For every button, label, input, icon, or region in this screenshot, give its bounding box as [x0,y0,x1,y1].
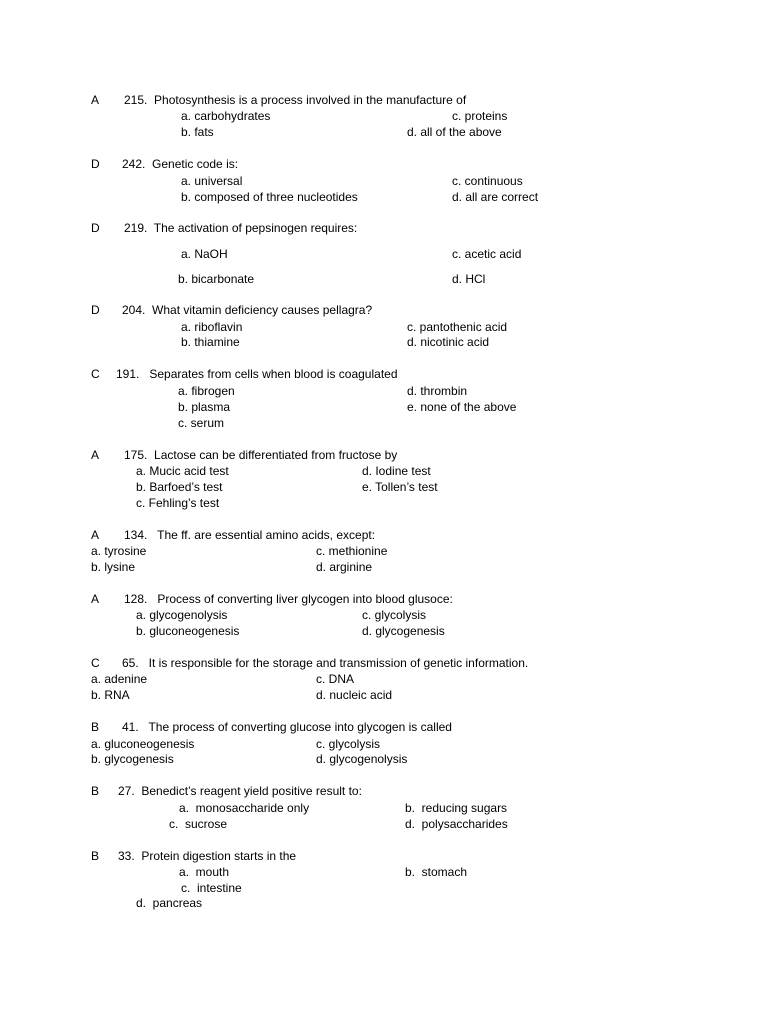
option: c. glycolysis [362,608,427,622]
option: c. methionine [316,544,388,558]
option: d. nucleic acid [316,688,393,702]
option: b. lysine [91,560,136,574]
question-stem: 33. Protein digestion starts in the [118,849,297,863]
option: b. composed of three nucleotides [181,190,358,204]
question-stem: 134. The ff. are essential amino acids, except: [124,528,376,542]
option: d. Iodine test [362,464,431,478]
option: b. gluconeogenesis [136,624,240,638]
option: b. thiamine [181,335,240,349]
answer-key: A [91,528,100,542]
option: b. plasma [178,400,231,414]
question-stem: 215. Photosynthesis is a process involved in the manufacture of [124,93,467,107]
option: b. reducing sugars [405,801,508,815]
option: a. monosaccharide only [179,801,310,815]
option: a. glycogenolysis [136,608,228,622]
option: a. tyrosine [91,544,147,558]
option: c. intestine [181,881,242,895]
answer-key: C [91,367,100,381]
option: a. riboflavin [181,320,243,334]
option: c. acetic acid [452,247,522,261]
option: c. pantothenic acid [407,320,508,334]
option: d. all are correct [452,190,539,204]
option: b. fats [181,125,214,139]
question-stem: 191. Separates from cells when blood is coagulated [116,367,398,381]
option: b. glycogenesis [91,752,174,766]
answer-key: A [91,592,100,606]
question-stem: 128. Process of converting liver glycogen into blood glusoce: [124,592,453,606]
option: b. Barfoed’s test [136,480,223,494]
answer-key: B [91,849,100,863]
option: c. continuous [452,174,523,188]
answer-key: C [91,656,100,670]
option: d. pancreas [136,896,203,910]
option: c. proteins [452,109,508,123]
option: d. all of the above [407,125,502,139]
option: c. glycolysis [316,737,381,751]
question-stem: 242. Genetic code is: [122,157,239,171]
option: a. adenine [91,672,148,686]
option: b. stomach [405,865,468,879]
option: c. serum [178,416,225,430]
question-stem: 204. What vitamin deficiency causes pellagra? [122,303,373,317]
option: a. universal [181,174,243,188]
option: d. HCl [452,272,486,286]
option: b. RNA [91,688,130,702]
option: a. mouth [179,865,230,879]
question-stem: 41. The process of converting glucose into glycogen is called [122,720,452,734]
question-stem: 219. The activation of pepsinogen requires: [124,221,358,235]
answer-key: B [91,784,100,798]
option: b. bicarbonate [178,272,255,286]
option: a. Mucic acid test [136,464,229,478]
answer-key: A [91,448,100,462]
option: e. none of the above [407,400,517,414]
option: d. thrombin [407,384,468,398]
option: d. arginine [316,560,373,574]
option: d. polysaccharides [405,817,508,831]
answer-key: B [91,720,100,734]
option: a. carbohydrates [181,109,271,123]
option: a. NaOH [181,247,228,261]
question-stem: 65. It is responsible for the storage and transmission of genetic information. [122,656,529,670]
option: d. glycogenesis [362,624,445,638]
question-stem: 175. Lactose can be differentiated from fructose by [124,448,398,462]
option: c. Fehling’s test [136,496,220,510]
question-stem: 27. Benedict’s reagent yield positive result to: [118,784,362,798]
answer-key: A [91,93,100,107]
option: a. gluconeogenesis [91,737,195,751]
answer-key: D [91,303,100,317]
option: c. sucrose [169,817,228,831]
option: e. Tollen’s test [362,480,438,494]
option: a. fibrogen [178,384,235,398]
answer-key: D [91,221,100,235]
option: d. glycogenolysis [316,752,408,766]
option: d. nicotinic acid [407,335,490,349]
answer-key: D [91,157,100,171]
option: c. DNA [316,672,355,686]
